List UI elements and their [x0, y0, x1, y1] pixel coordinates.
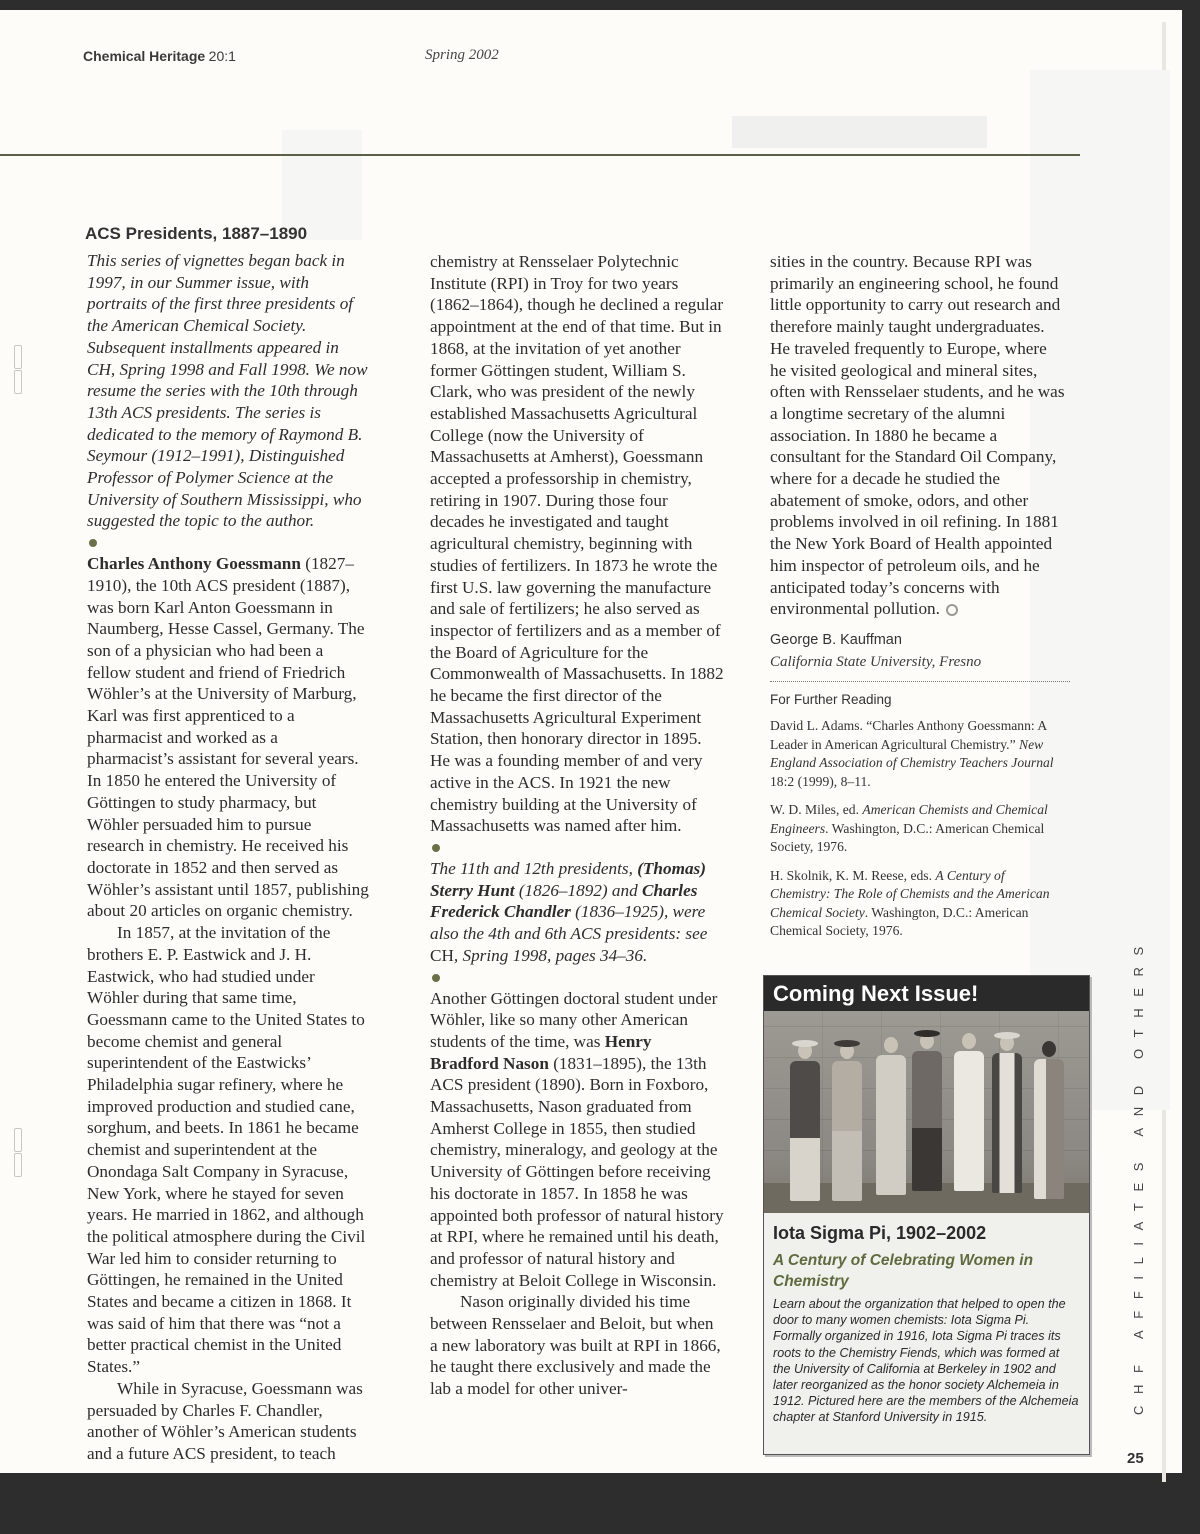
head-shape [962, 1033, 976, 1049]
note-text: The 11th and 12th presidents, [430, 858, 638, 878]
dress-shape [832, 1061, 862, 1201]
bullet-icon [432, 844, 440, 852]
head-shape [1042, 1041, 1056, 1057]
paragraph-text: Another Göttingen doctoral student under Wöhler, like so many other American students of the time, was [430, 988, 718, 1051]
article-title: ACS Presidents, 1887–1890 [85, 224, 308, 243]
paragraph-text: (1831–1895), the 13th ACS president (1890). Born in Foxboro, Massachusetts, Nason graduated from Amherst College in 1855, then studied chemistry, mineralogy, and geology at the University of Göttingen before receiving his doctorate in 1857. In 1858 he was appointed both professor of natural history at RPI, where he remained until his death, and professor of natural history and chemistry at Beloit College in Wisconsin. [430, 1053, 724, 1290]
reference-title: New England Association of Chemistry Teachers Journal [770, 736, 1054, 771]
dress-shape [912, 1051, 942, 1191]
paragraph-text: (1827–1910), the 10th ACS president (1887), was born Karl Anton Goessmann in Naumberg, Hesse Cassel, Germany. The son of a physician who had been a fellow student and friend of Friedrich Wöhler’s at the University of Marburg, Karl was first apprenticed to a pharmacist and worked as a pharmacist’s assistant for several years. In 1850 he entered the University of Göttingen to study pharmacy, but Wöhler persuaded him to pursue research in chemistry. He received his doctorate in 1852 and then served as Wöhler’s assistant until 1857, publishing about 20 articles on organic chemistry. [87, 554, 369, 921]
publication-name: Chemical Heritage [83, 48, 206, 64]
article-column-2 [430, 251, 724, 1400]
person-name: Charles Frederick Chandler [430, 880, 698, 922]
reference-title: A Century of Chemistry: The Role of Chemists and the American Chemical Society [770, 867, 1050, 920]
series-intro: This series of vignettes began back in 1997, in our Summer issue, with portraits of the first three presidents of the American Chemical Society. Subsequent installments appeared in CH, Spring 1998 and Fall 1998. We now resume the series with the 10th through 13th ACS presidents. The series is dedicated to the memory of Raymond B. Seymour (1912–1991), Distinguished Professor of Polymer Science at the University of Southern Mississippi, who suggested the topic to the author. [87, 251, 368, 531]
goessmann-paragraph-3-continued: chemistry at Rensselaer Polytechnic Institute (RPI) in Troy for two years (1862–1864), though he declined a regular appointment at the end of that time. But in 1868, at the invitation of yet another former Göttingen student, William S. Clark, who was president of the newly established Massachusetts Agricultural College (now the University of Massachusetts at Amherst), Goessmann accepted a professorship in chemistry, retiring in 1907. During those four decades he investigated and taught agricultural chemistry, beginning with studies of fertilizers. In 1873 he wrote the first U.S. law governing the manufacture and sale of fertilizers; he also served as inspector of fertilizers and as a member of the Board of Agriculture for the Commonwealth of Massachusetts. In 1882 he became the first director of the Massachusetts Agricultural Experiment Station, then honorary director in 1895. He was a founding member of and very active in the ACS. In 1921 the new chemistry building at the University of Massachusetts was named after him. [430, 252, 724, 836]
hat-shape [994, 1032, 1020, 1039]
person-name: Charles Anthony Goessmann [87, 554, 301, 574]
reference-item [770, 717, 1066, 791]
nason-paragraph-2-continued [770, 251, 1066, 620]
volume-number: 20:1 [208, 48, 236, 64]
person-name: Henry Bradford Nason [430, 1031, 652, 1073]
coming-next-issue-box [763, 975, 1090, 1455]
section-label-vertical: CHF AFFILIATES AND OTHERS [1131, 935, 1146, 1415]
article-column-1 [87, 250, 369, 1465]
further-reading-heading: For Further Reading [770, 692, 892, 708]
goessmann-paragraph-1 [87, 553, 369, 922]
header-rule [0, 154, 1080, 156]
goessmann-paragraph-2: In 1857, at the invitation of the brothers E. P. Eastwick and J. H. Eastwick, who had studied under Wöhler during that same time, Goessmann came to the United States to become chemist and general superintendent of the Eastwicks’ Philadelphia sugar refinery, where he improved production and studied cane, sorghum, and beets. In 1861 he became chemist and superintendent at the Onondaga Salt Company in Syracuse, New York, where he stayed for seven years. He married in 1862, and although the political atmosphere during the Civil War led him to consider returning to Göttingen, he remained in the United States and became a citizen in 1868. It was said of him that there was “not a better practical chemist in the United States.” [87, 923, 366, 1377]
staple-mark [14, 1128, 22, 1152]
photo-figure [992, 1032, 1022, 1193]
author-affiliation: California State University, Fresno [770, 653, 982, 670]
dress-shape [876, 1055, 906, 1195]
hat-shape [914, 1030, 940, 1037]
bullet-icon [89, 539, 97, 547]
photo-figure [876, 1037, 906, 1195]
end-of-article-icon [946, 604, 958, 616]
paragraph-text: sities in the country. Because RPI was primarily an engineering school, he found little opportunity to carry out research and therefore mainly taught undergraduates. He traveled frequently to Europe, where he visited geological and mineral sites, often with Rensselaer students, and he was a longtime secretary of the alumni association. In 1880 he became a consultant for the Standard Oil Company, where for a decade he studied the abatement of smoke, odors, and other problems involved in oil refining. In 1881 the New York Board of Health appointed him inspector of petroleum oils, and he anticipated today’s concerns with environmental pollution. [770, 252, 1065, 619]
staple-mark [14, 345, 22, 369]
photo-figure [832, 1040, 862, 1201]
hunt-chandler-note [430, 858, 724, 967]
nason-paragraph-1 [430, 988, 724, 1292]
head-shape [884, 1037, 898, 1053]
note-text: (1826–1892) and [514, 880, 642, 900]
running-head [83, 48, 236, 66]
journal-abbrev: CH [430, 945, 454, 965]
ghost-show-through-band [732, 116, 987, 148]
dress-shape [1034, 1059, 1064, 1199]
dress-shape [954, 1051, 984, 1191]
reference-text: . Washington, D.C.: American Chemical Society, 1976. [770, 820, 1045, 855]
magazine-page [0, 10, 1182, 1473]
reference-text: H. Skolnik, K. M. Reese, eds. [770, 867, 936, 883]
reference-item [770, 801, 1066, 857]
reference-text: 18:2 (1999), 8–11. [770, 773, 871, 789]
author-name: George B. Kauffman [770, 631, 902, 648]
article-column-3 [770, 251, 1066, 951]
photo-figure [954, 1033, 984, 1191]
nason-paragraph-2 [430, 1291, 724, 1400]
dress-shape [992, 1053, 1022, 1193]
hat-shape [792, 1040, 818, 1047]
paragraph-text: Nason originally divided his time between Rensselaer and Beloit, but when a new laboratory was built at RPI in 1866, he taught there exclusively and made the lab a model for other univer- [430, 1292, 721, 1399]
staple-mark [14, 370, 22, 394]
photo-figure [912, 1030, 942, 1191]
next-issue-description: Learn about the organization that helped to open the door to many women chemists: Iota Sigma Pi. Formally organized in 1916, Iota Sigma Pi traces its roots to the Chemistry Fiends, which was formed at the University of California at Berkeley in 1902 and later reorganized as the honor society Alchemeia in 1912. Pictured here are the members of the Alchemeia chapter at Stanford University in 1915. [773, 1297, 1079, 1425]
dotted-divider [770, 681, 1070, 682]
dress-shape [790, 1061, 820, 1201]
goessmann-paragraph-3: While in Syracuse, Goessmann was persuaded by Charles F. Chandler, another of Wöhler’s American students and a future ACS president, to teach [87, 1378, 363, 1463]
coming-next-banner: Coming Next Issue! [764, 976, 1089, 1011]
note-text: (1836–1925), were also the 4th and 6th ACS presidents: see [430, 902, 708, 944]
note-text: , Spring 1998, pages 34–36. [453, 945, 648, 965]
reference-text: . Washington, D.C.: American Chemical Society, 1976. [770, 904, 1029, 939]
bullet-icon [432, 974, 440, 982]
next-issue-heading: Iota Sigma Pi, 1902–2002 [773, 1223, 987, 1243]
reference-item [770, 867, 1066, 941]
staple-mark [14, 1153, 22, 1177]
issue-date: Spring 2002 [425, 47, 499, 63]
hat-shape [834, 1040, 860, 1047]
reference-text: David L. Adams. “Charles Anthony Goessmann: A Leader in American Agricultural Chemistry.” [770, 718, 1047, 752]
person-name: (Thomas) Sterry Hunt [430, 858, 706, 900]
next-issue-subheading: A Century of Celebrating Women in Chemistry [773, 1252, 1034, 1290]
photo-figure [1034, 1041, 1064, 1199]
reference-text: W. D. Miles, ed. [770, 802, 863, 818]
reference-title: American Chemists and Chemical Engineers [770, 802, 1048, 836]
page-number: 25 [1127, 1450, 1144, 1467]
photo-figure [790, 1040, 820, 1201]
group-photo [764, 1011, 1089, 1213]
